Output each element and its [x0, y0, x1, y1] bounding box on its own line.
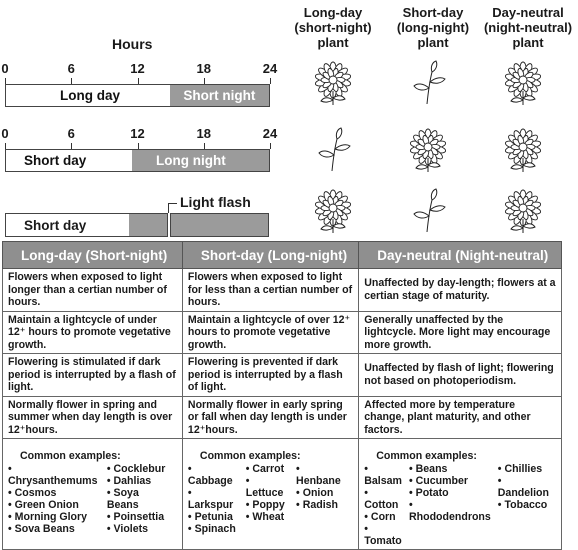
examples-cell-short-day	[182, 439, 358, 550]
list-item: • Soya Beans	[107, 487, 170, 511]
table-cell: Flowers when exposed to light for less than a certian number of hours.	[182, 269, 358, 312]
light-flash-connector-h	[168, 203, 177, 204]
tick-label: 24	[262, 61, 278, 76]
tick-label: 18	[196, 126, 211, 141]
table-cell: Unaffected by flash of light; flowering not based on photoperiodism.	[359, 354, 562, 397]
tick-label: 24	[262, 126, 278, 141]
examples-row	[3, 439, 562, 550]
list-item: • Chillies	[498, 463, 549, 475]
table-row	[3, 311, 562, 354]
table-cell: Flowers when exposed to light longer than a certian number of hours.	[3, 269, 183, 312]
tick-label: 12	[130, 61, 145, 76]
examples-title: Common examples:	[376, 450, 477, 462]
table-cell: Affected more by temperature change, plant maturity, and other factors.	[359, 396, 562, 439]
table-row	[3, 354, 562, 397]
light-flash-connector	[168, 203, 169, 213]
examples-column	[188, 463, 239, 535]
table-cell: Generally unaffected by the lightcycle. More light may encourage more growth.	[359, 311, 562, 354]
table-row	[3, 396, 562, 439]
examples-column	[498, 463, 549, 547]
list-item: • Lettuce	[246, 475, 289, 499]
long-day-bar	[5, 84, 270, 107]
flower-icon	[500, 188, 546, 232]
table-cell: Flowering is prevented if dark period is interrupted by a flash of light.	[182, 354, 358, 397]
tick-label: 6	[67, 61, 75, 76]
list-item: • Cabbage	[188, 463, 239, 487]
light-flash-bar	[5, 213, 269, 237]
list-item: • Cotton	[364, 487, 402, 511]
list-item: • Sova Beans	[8, 523, 99, 535]
table-cell: Normally flower in spring and summer when day length is over 12⁺hours.	[3, 396, 183, 439]
table-cell: Flowering is stimulated if dark period is interrupted by a flash of light.	[3, 354, 183, 397]
examples-column	[8, 463, 99, 535]
short-day-bar	[5, 149, 270, 172]
list-item: • Potato	[409, 487, 491, 499]
list-item: • Beans	[409, 463, 491, 475]
examples-list	[188, 463, 353, 535]
list-item: • Cosmos	[8, 487, 99, 499]
list-item: • Rhododendrons	[409, 499, 491, 523]
flower-icon	[310, 188, 356, 232]
leaf-icon	[405, 60, 451, 104]
list-item: • Onion	[296, 487, 346, 499]
leaf-icon	[405, 188, 451, 232]
table-row	[3, 269, 562, 312]
examples-column	[409, 463, 491, 547]
leaf-icon	[310, 127, 356, 171]
tick-label: 6	[67, 126, 75, 141]
examples-list	[364, 463, 556, 547]
list-item: • Henbane	[296, 463, 346, 487]
table-cell: Maintain a lightcycle of over 12⁺ hours to promote vegetative growth.	[182, 311, 358, 354]
list-item: • Cucumber	[409, 475, 491, 487]
list-item: • Spinach	[188, 523, 239, 535]
table-header-row	[3, 242, 562, 269]
short-night-segment: Short night	[170, 85, 269, 106]
tick-label: 18	[196, 61, 211, 76]
list-item: • Violets	[107, 523, 170, 535]
list-item: • Tomato	[364, 523, 402, 547]
flower-icon	[500, 60, 546, 104]
tick-mark	[270, 78, 271, 84]
table-cell: Normally flower in early spring or fall when day length is under 12⁺hours.	[182, 396, 358, 439]
list-item: • Morning Glory	[8, 511, 99, 523]
list-item: • Tobacco	[498, 499, 549, 511]
list-item: • Chrysanthemums	[8, 463, 99, 487]
list-item: • Radish	[296, 499, 346, 511]
examples-title: Common examples:	[20, 450, 121, 462]
examples-list	[8, 463, 177, 535]
examples-column	[107, 463, 170, 535]
table-cell: Maintain a lightcycle of under 12⁺ hours to promote vegetative growth.	[3, 311, 183, 354]
list-item: • Larkspur	[188, 487, 239, 511]
tick-mark	[270, 143, 271, 149]
table-header-short-day: Short-day (Long-night)	[182, 242, 358, 269]
tick-label: 0	[1, 61, 9, 76]
list-item: • Poppy	[246, 499, 289, 511]
list-item: • Corn	[364, 511, 402, 523]
short-day-segment: Short day	[6, 150, 132, 171]
list-item: • Carrot	[246, 463, 289, 475]
table-cell: Unaffected by day-length; flowers at a certian stage of maturity.	[359, 269, 562, 312]
table-header-day-neutral: Day-neutral (Night-neutral)	[359, 242, 562, 269]
examples-column	[364, 463, 402, 547]
light-flash-label: Light flash	[180, 194, 251, 210]
col-head-day-neutral: Day-neutral (night-neutral) plant	[483, 5, 573, 50]
examples-column	[296, 463, 346, 535]
flower-icon	[310, 60, 356, 104]
list-item: • Wheat	[246, 511, 289, 523]
photoperiod-table	[2, 241, 562, 550]
examples-cell-day-neutral	[359, 439, 562, 550]
table-header-long-day: Long-day (Short-night)	[3, 242, 183, 269]
col-head-long-day: Long-day (short-night) plant	[294, 5, 372, 50]
short-day-segment-flash: Short day	[6, 214, 129, 236]
col-head-short-day: Short-day (long-night) plant	[396, 5, 470, 50]
long-night-segment: Long night	[132, 150, 269, 171]
tick-label: 12	[130, 126, 145, 141]
light-flash-marker	[167, 213, 171, 237]
list-item: • Green Onion	[8, 499, 99, 511]
flower-icon	[500, 127, 546, 171]
hours-title: Hours	[112, 36, 153, 52]
flower-icon	[405, 127, 451, 171]
examples-column	[246, 463, 289, 535]
list-item: • Dandelion	[498, 475, 549, 499]
examples-title: Common examples:	[199, 450, 301, 462]
list-item: • Cocklebur	[107, 463, 170, 475]
tick-label: 0	[1, 126, 9, 141]
list-item: • Petunia	[188, 511, 239, 523]
long-day-segment: Long day	[6, 85, 170, 106]
list-item: • Poinsettia	[107, 511, 170, 523]
examples-cell-long-day	[3, 439, 183, 550]
list-item: • Dahlias	[107, 475, 170, 487]
list-item: • Balsam	[364, 463, 402, 487]
